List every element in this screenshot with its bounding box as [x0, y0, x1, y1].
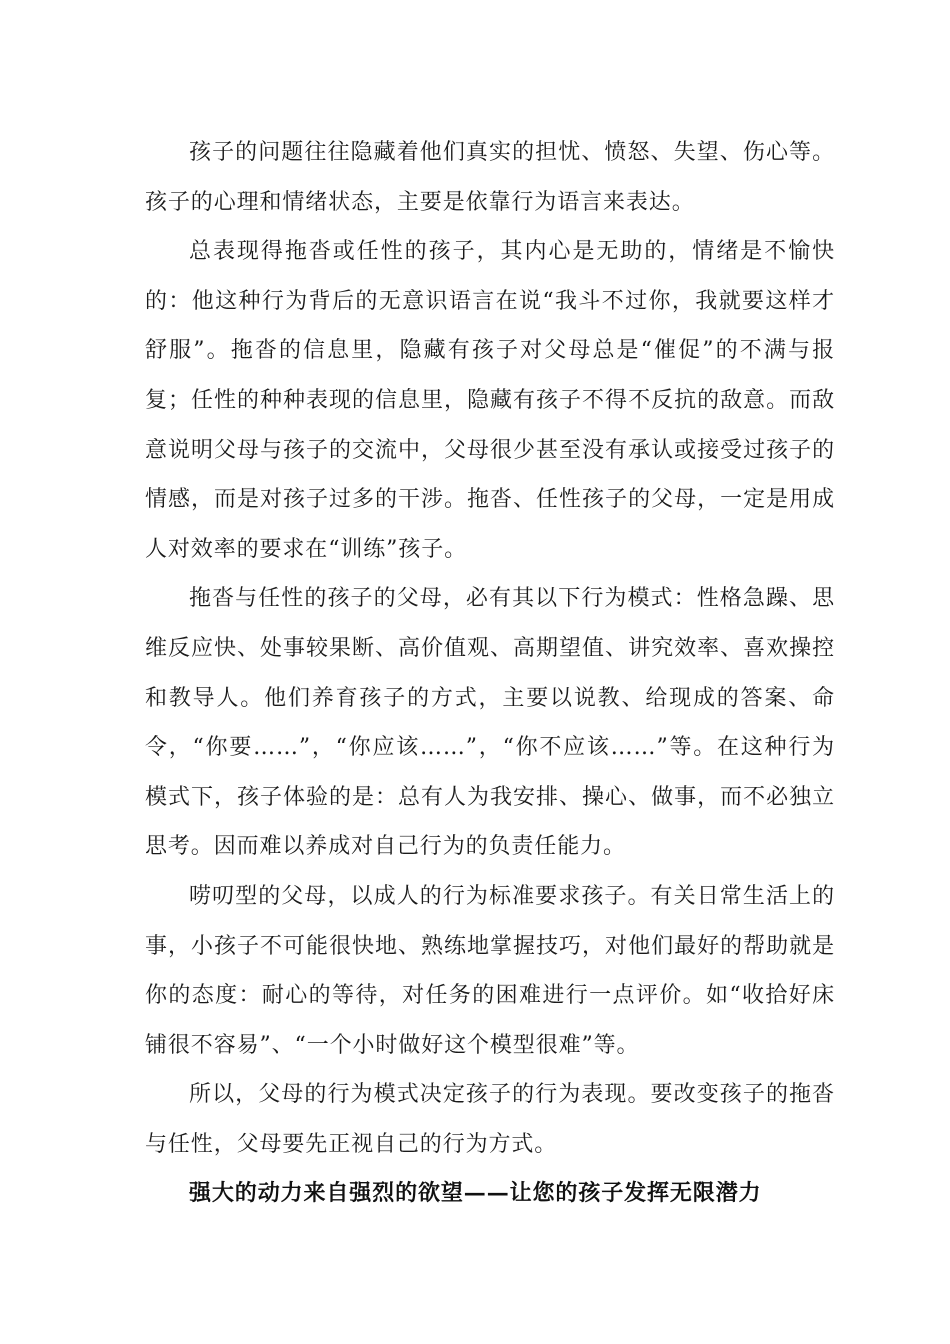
paragraph-2: 总表现得拖沓或任性的孩子，其内心是无助的，情绪是不愉快的：他这种行为背后的无意识语言在说“我斗不过你，我就要这样才舒服”。拖沓的信息里，隐藏有孩子对父母总是“催促”的不满与报复；任性的种种表现的信息里，隐藏有孩子不得不反抗的敌意。而敌意说明父母与孩子的交流中，父母很少甚至没有承认或接受过孩子的情感，而是对孩子过多的干涉。拖沓、任性孩子的父母，一定是用成人对效率的要求在“训练”孩子。 — [145, 239, 835, 562]
paragraph-3: 拖沓与任性的孩子的父母，必有其以下行为模式：性格急躁、思维反应快、处事较果断、高价值观、高期望值、讲究效率、喜欢操控和教导人。他们养育孩子的方式，主要以说教、给现成的答案、命令，“你要……”，“你应该……”，“你不应该……”等。在这种行为模式下，孩子体验的是：总有人为我安排、操心、做事，而不必独立思考。因而难以养成对自己行为的负责任能力。 — [145, 586, 835, 860]
paragraph-1: 孩子的问题往往隐藏着他们真实的担忧、愤怒、失望、伤心等。孩子的心理和情绪状态，主要是依靠行为语言来表达。 — [145, 140, 835, 215]
document-body — [145, 128, 835, 1219]
paragraph-5: 所以，父母的行为模式决定孩子的行为表现。要改变孩子的拖沓与任性，父母要先正视自己的行为方式。 — [145, 1082, 835, 1157]
paragraph-4: 唠叨型的父母，以成人的行为标准要求孩子。有关日常生活上的事，小孩子不可能很快地、熟练地掌握技巧，对他们最好的帮助就是你的态度：耐心的等待，对任务的困难进行一点评价。如“收拾好床铺很不容易”、“一个小时做好这个模型很难”等。 — [145, 883, 835, 1058]
section-heading: 强大的动力来自强烈的欲望——让您的孩子发挥无限潜力 — [189, 1180, 762, 1207]
